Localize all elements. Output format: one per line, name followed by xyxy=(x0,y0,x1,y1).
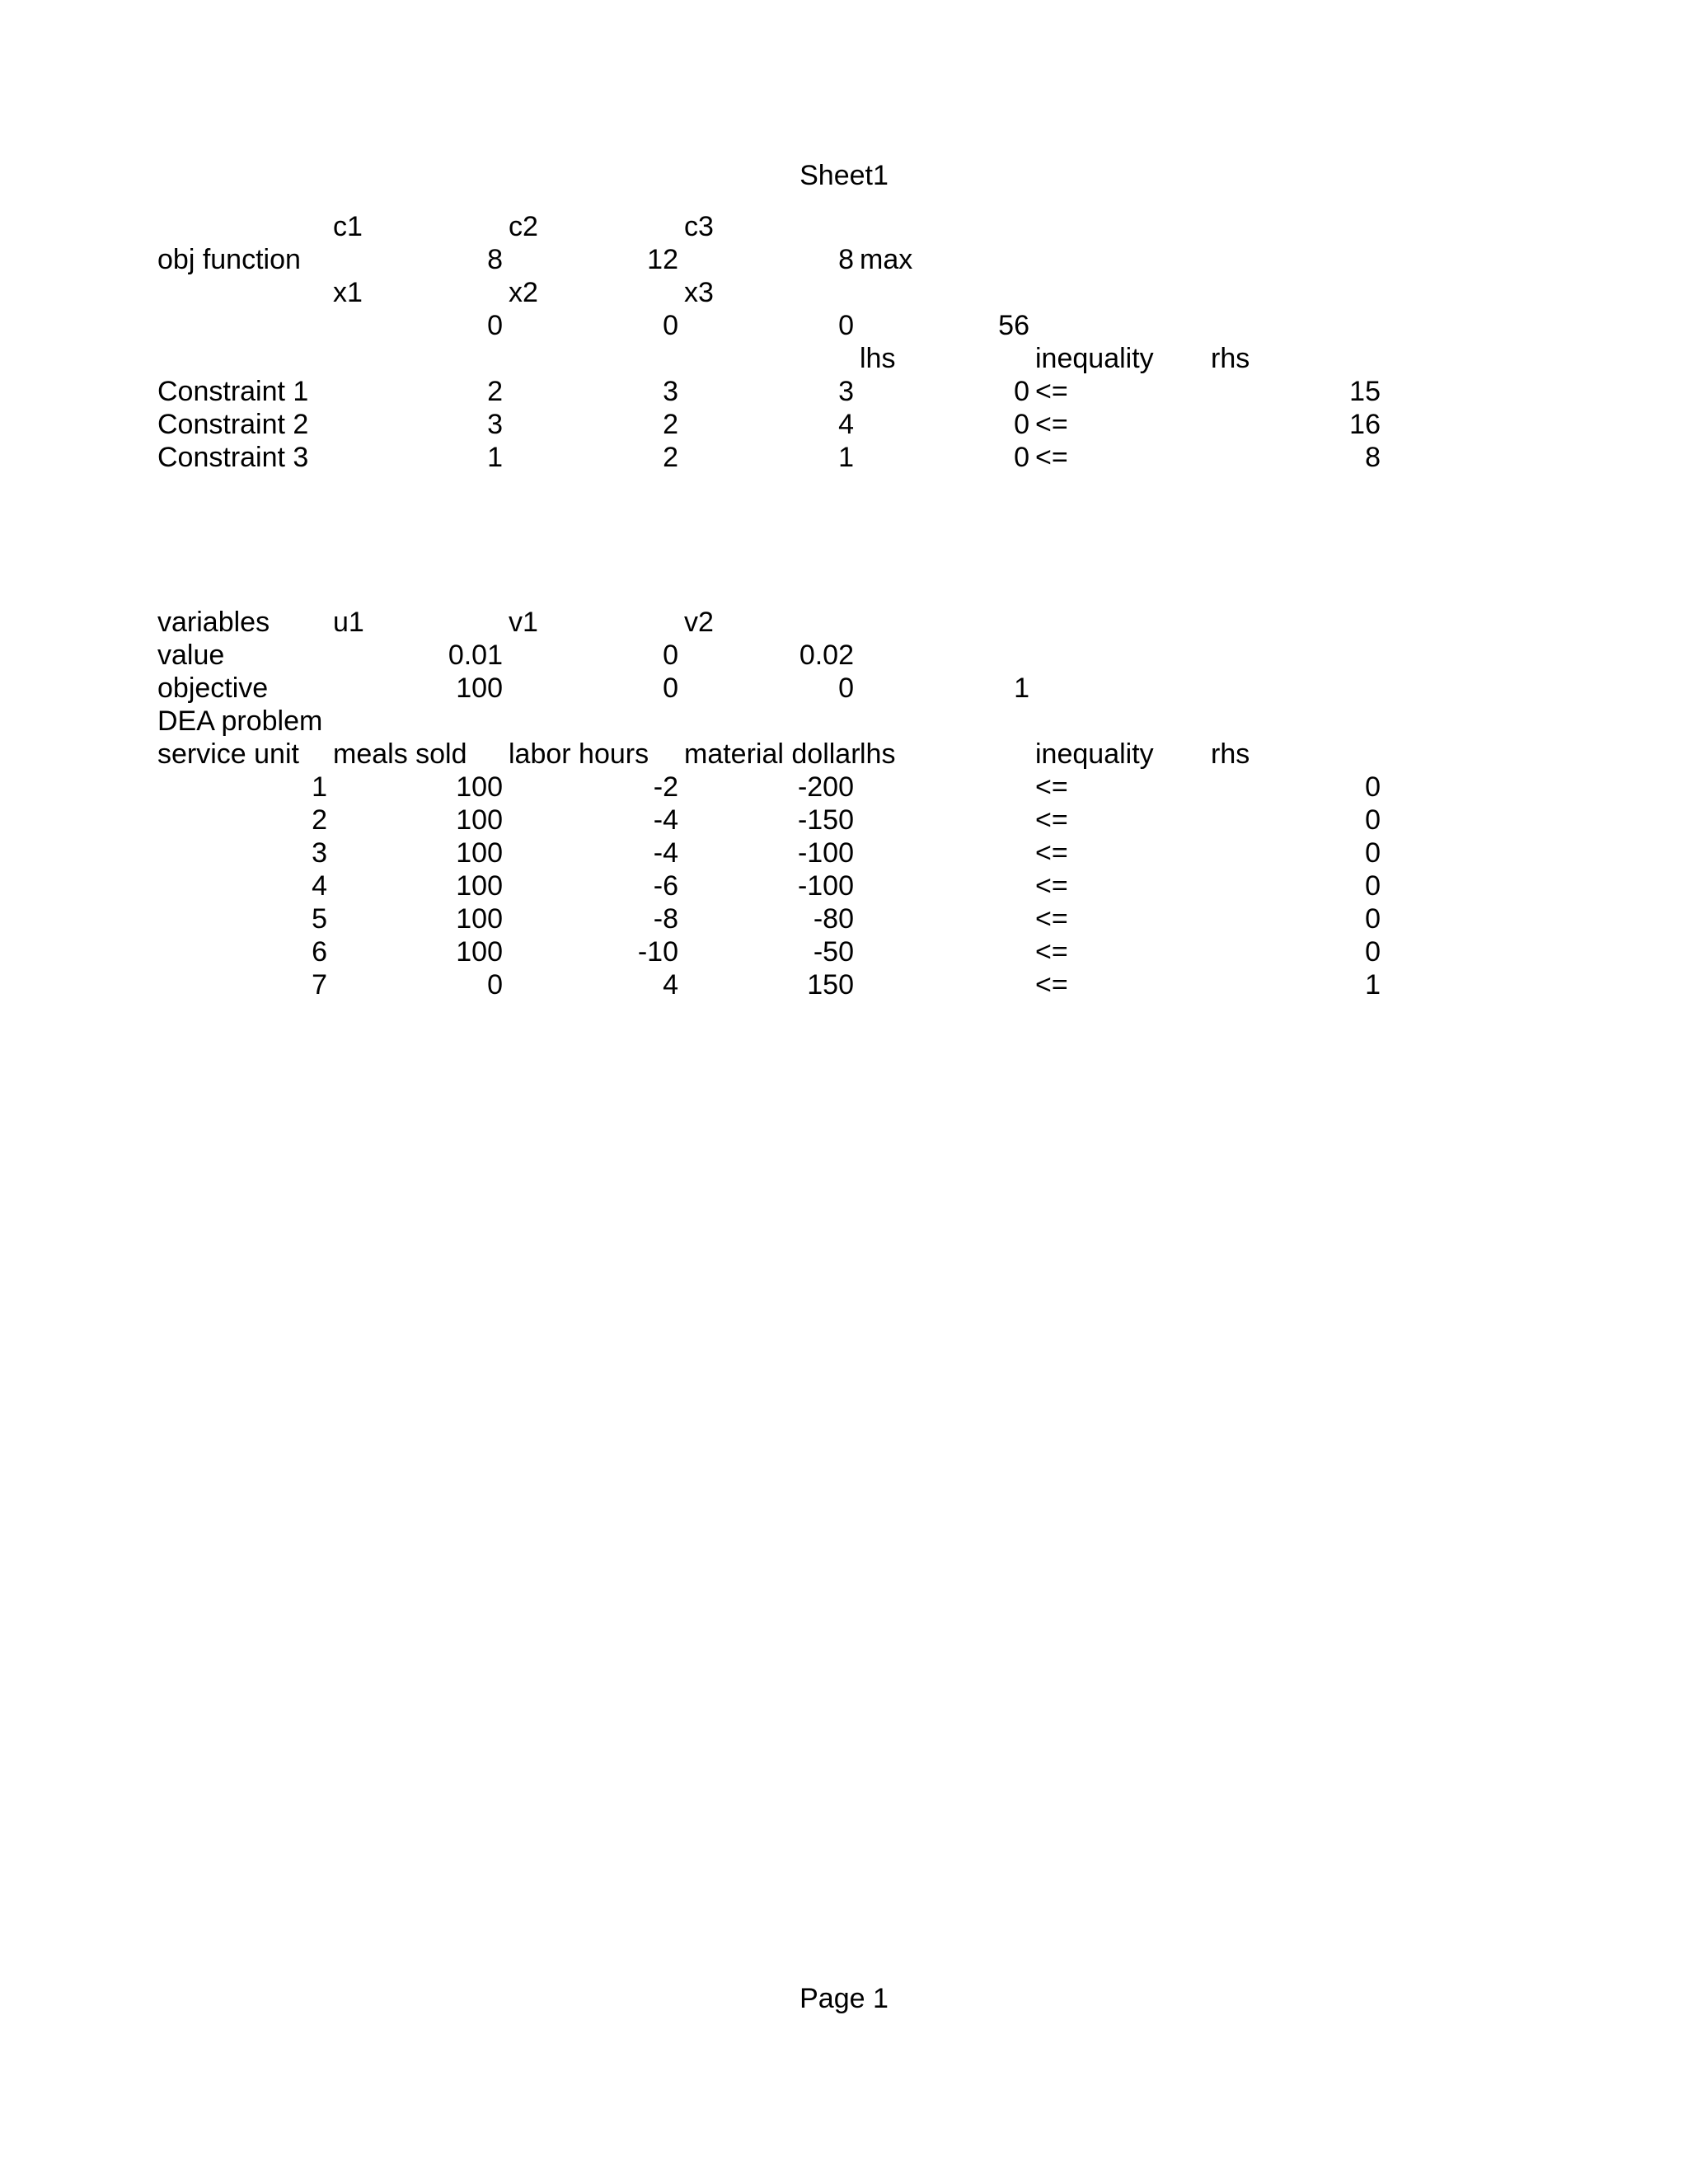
objective-coeff-u1: 100 xyxy=(456,673,503,704)
objective-coeff-1: 8 xyxy=(487,244,503,275)
rhs-header: rhs xyxy=(1211,343,1250,374)
constraint-row xyxy=(0,441,1688,474)
material-dollar: -200 xyxy=(797,771,854,803)
material-dollar: -100 xyxy=(797,870,854,902)
header-material-dollar: material dollar xyxy=(684,738,860,770)
constraint-coeff: 4 xyxy=(838,409,854,440)
unit-number: 1 xyxy=(312,771,327,803)
rhs-value: 1 xyxy=(1365,969,1381,1001)
material-dollar: -50 xyxy=(813,936,854,968)
rhs-value: 0 xyxy=(1365,903,1381,935)
constraint-lhs: 0 xyxy=(1014,409,1029,440)
labor-hours: -6 xyxy=(653,870,678,902)
meals-sold: 100 xyxy=(456,870,503,902)
var-value-x2: 0 xyxy=(663,310,678,341)
constraint-coeff: 2 xyxy=(487,376,503,407)
dea-unit-row xyxy=(0,771,1688,804)
meals-sold: 100 xyxy=(456,837,503,869)
objective-coeff-3: 8 xyxy=(838,244,854,275)
meals-sold: 100 xyxy=(456,804,503,836)
unit-number: 7 xyxy=(312,969,327,1001)
labor-hours: -4 xyxy=(653,804,678,836)
material-dollar: -150 xyxy=(797,804,854,836)
sheet-title: Sheet1 xyxy=(799,160,889,191)
labor-hours: 4 xyxy=(663,969,678,1001)
dea-problem-row xyxy=(0,705,1688,738)
constraint-coeff: 2 xyxy=(663,442,678,473)
cost-header-c1: c1 xyxy=(333,211,363,242)
value-v1: 0 xyxy=(663,640,678,671)
labor-hours: -4 xyxy=(653,837,678,869)
rhs-value: 0 xyxy=(1365,936,1381,968)
constraint-lhs: 0 xyxy=(1014,442,1029,473)
constraint-label: Constraint 3 xyxy=(157,442,309,473)
objective-coeff-2: 12 xyxy=(647,244,678,275)
labor-hours: -2 xyxy=(653,771,678,803)
constraint-coeff: 1 xyxy=(487,442,503,473)
dea-unit-row xyxy=(0,869,1688,902)
constraint-lhs: 0 xyxy=(1014,376,1029,407)
constraint-label: Constraint 1 xyxy=(157,376,309,407)
unit-number: 2 xyxy=(312,804,327,836)
labor-hours: -10 xyxy=(637,936,678,968)
labor-hours: -8 xyxy=(653,903,678,935)
constraint-coeff: 1 xyxy=(838,442,854,473)
constraint-coeff: 2 xyxy=(663,409,678,440)
constraint-rhs: 15 xyxy=(1349,376,1381,407)
constraint-operator: <= xyxy=(1035,442,1068,473)
constraint-header-row xyxy=(0,342,1688,375)
dea-unit-row xyxy=(0,804,1688,837)
dea-variables-row xyxy=(0,606,1688,639)
value-label: value xyxy=(157,640,225,671)
dea-value-row xyxy=(0,639,1688,672)
objective-coeff-v1: 0 xyxy=(663,673,678,704)
inequality-operator: <= xyxy=(1035,771,1068,803)
var-header-x1: x1 xyxy=(333,277,363,308)
rhs-value: 0 xyxy=(1365,804,1381,836)
variable-name-v1: v1 xyxy=(509,607,538,638)
rhs-value: 0 xyxy=(1365,771,1381,803)
dea-problem-label: DEA problem xyxy=(157,705,323,737)
dea-unit-row xyxy=(0,902,1688,935)
inequality-operator: <= xyxy=(1035,936,1068,968)
constraint-coeff: 3 xyxy=(487,409,503,440)
value-v2: 0.02 xyxy=(799,640,854,671)
rhs-value: 0 xyxy=(1365,870,1381,902)
cost-header-c2: c2 xyxy=(509,211,538,242)
constraint-coeff: 3 xyxy=(663,376,678,407)
dea-objective-row xyxy=(0,672,1688,705)
objective-label: obj function xyxy=(157,244,301,275)
cost-header-row xyxy=(0,210,1688,243)
constraint-coeff: 3 xyxy=(838,376,854,407)
material-dollar: -100 xyxy=(797,837,854,869)
dea-header-row xyxy=(0,738,1688,771)
meals-sold: 100 xyxy=(456,936,503,968)
var-value-x1: 0 xyxy=(487,310,503,341)
objective-sense: max xyxy=(860,244,913,275)
objective-coeff-v2: 0 xyxy=(838,673,854,704)
constraint-rhs: 16 xyxy=(1349,409,1381,440)
var-header-x2: x2 xyxy=(509,277,538,308)
material-dollar: -80 xyxy=(813,903,854,935)
header-rhs: rhs xyxy=(1211,738,1250,770)
material-dollar: 150 xyxy=(807,969,854,1001)
meals-sold: 0 xyxy=(487,969,503,1001)
constraint-operator: <= xyxy=(1035,376,1068,407)
dea-unit-row xyxy=(0,935,1688,968)
header-meals-sold: meals sold xyxy=(333,738,467,770)
header-inequality: inequality xyxy=(1035,738,1154,770)
value-u1: 0.01 xyxy=(448,640,503,671)
objective-label: objective xyxy=(157,673,269,704)
header-service-unit: service unit xyxy=(157,738,299,770)
meals-sold: 100 xyxy=(456,903,503,935)
constraint-rhs: 8 xyxy=(1365,442,1381,473)
inequality-operator: <= xyxy=(1035,837,1068,869)
unit-number: 3 xyxy=(312,837,327,869)
unit-number: 4 xyxy=(312,870,327,902)
var-header-x3: x3 xyxy=(684,277,714,308)
rhs-value: 0 xyxy=(1365,837,1381,869)
header-labor-hours: labor hours xyxy=(509,738,649,770)
variable-value-row xyxy=(0,309,1688,342)
constraint-row xyxy=(0,408,1688,441)
inequality-header: inequality xyxy=(1035,343,1154,374)
constraint-label: Constraint 2 xyxy=(157,409,309,440)
inequality-operator: <= xyxy=(1035,903,1068,935)
objective-value: 56 xyxy=(998,310,1029,341)
meals-sold: 100 xyxy=(456,771,503,803)
variable-name-v2: v2 xyxy=(684,607,714,638)
dea-unit-row xyxy=(0,968,1688,1001)
inequality-operator: <= xyxy=(1035,870,1068,902)
variables-label: variables xyxy=(157,607,270,638)
unit-number: 6 xyxy=(312,936,327,968)
inequality-operator: <= xyxy=(1035,969,1068,1001)
dea-objective-value: 1 xyxy=(1014,673,1029,704)
cost-header-c3: c3 xyxy=(684,211,714,242)
variable-header-row xyxy=(0,276,1688,309)
unit-number: 5 xyxy=(312,903,327,935)
var-value-x3: 0 xyxy=(838,310,854,341)
dea-unit-row xyxy=(0,837,1688,869)
objective-row xyxy=(0,243,1688,276)
page-footer: Page 1 xyxy=(799,1983,889,2014)
inequality-operator: <= xyxy=(1035,804,1068,836)
constraint-row xyxy=(0,375,1688,408)
variable-name-u1: u1 xyxy=(333,607,364,638)
header-lhs: lhs xyxy=(860,738,896,770)
constraint-operator: <= xyxy=(1035,409,1068,440)
lhs-header: lhs xyxy=(860,343,896,374)
